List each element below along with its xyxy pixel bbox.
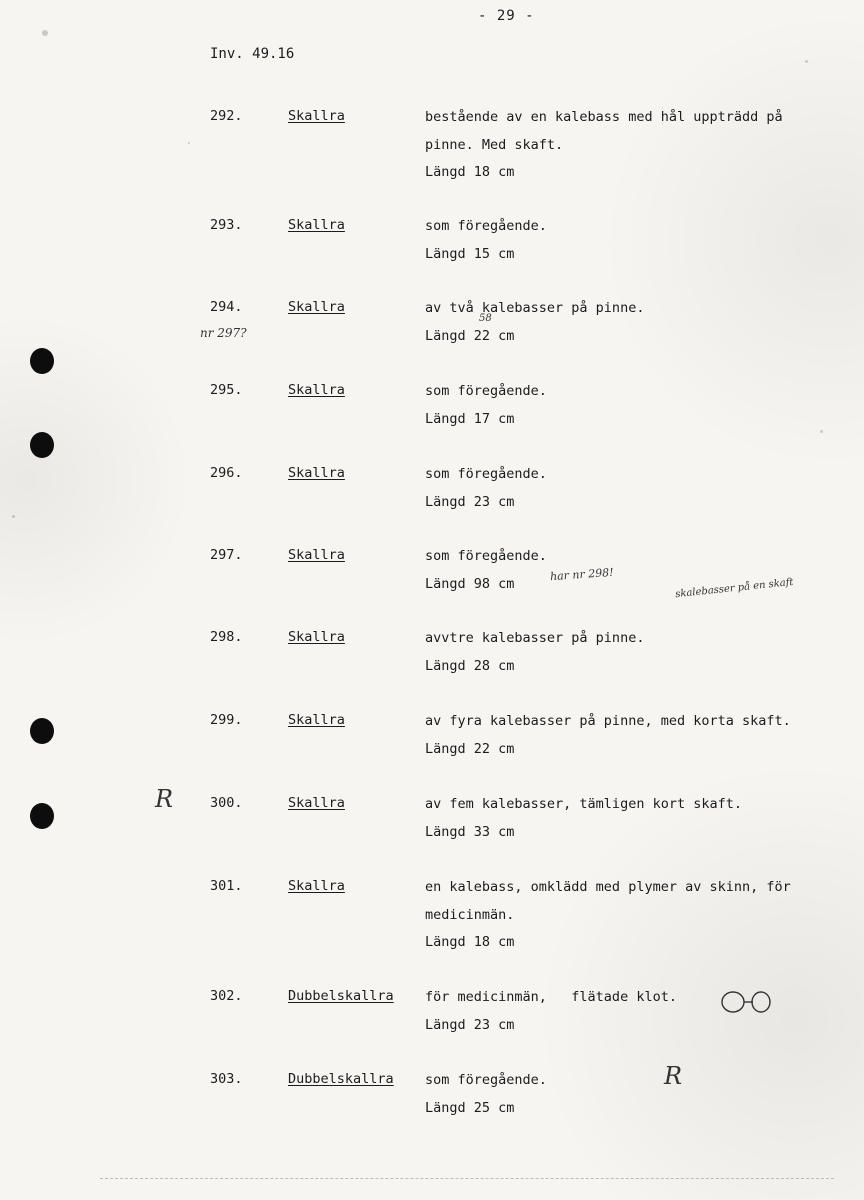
punch-hole: [30, 348, 54, 374]
entry-description: [425, 547, 835, 602]
punch-hole: [30, 432, 54, 458]
entry-name: Skallra: [288, 465, 345, 481]
description-line: Längd 22 cm: [425, 327, 515, 344]
handwritten-margin-note: nr 297?: [200, 326, 247, 340]
paper-speck: [12, 515, 15, 518]
entry-number: 298.: [210, 629, 243, 645]
description-line: som föregående.: [425, 383, 547, 399]
description-line: Längd 25 cm: [425, 1099, 515, 1116]
page-bottom-edge: [100, 1178, 834, 1179]
handwritten-initial: R: [155, 785, 174, 813]
entry-name: Skallra: [288, 217, 345, 233]
description-line: Längd 23 cm: [425, 1016, 515, 1033]
page-number: - 29 -: [478, 8, 535, 24]
entry-name: Skallra: [288, 878, 345, 894]
description-line: som föregående.: [425, 548, 547, 564]
entry-name: Dubbelskallra: [288, 988, 394, 1004]
description-line: Längd 23 cm: [425, 493, 515, 510]
entry-number: 301.: [210, 878, 243, 894]
description-line: bestående av en kalebass med hål uppträdd på: [425, 109, 783, 125]
entry-number: 292.: [210, 108, 243, 124]
entry-description: [425, 1071, 835, 1126]
entry-description: [425, 629, 835, 684]
entry-name: Skallra: [288, 382, 345, 398]
entry-name: Skallra: [288, 108, 345, 124]
description-line: som föregående.: [425, 466, 547, 482]
description-line: som föregående.: [425, 1072, 547, 1088]
entry-description: [425, 712, 835, 767]
description-line: av fyra kalebasser på pinne, med korta skaft.: [425, 713, 791, 729]
entry-number: 299.: [210, 712, 243, 728]
entry-name: Skallra: [288, 299, 345, 315]
entry-name: Skallra: [288, 547, 345, 563]
paper-speck: [42, 30, 48, 36]
description-line: Längd 98 cm: [425, 575, 515, 592]
description-line: Längd 18 cm: [425, 934, 515, 950]
entry-number: 300.: [210, 795, 243, 811]
description-line: Längd 28 cm: [425, 657, 515, 674]
entry-number: 294.: [210, 299, 243, 315]
entry-description: [425, 382, 835, 437]
entry-name: Skallra: [288, 795, 345, 811]
entry-description: [425, 878, 835, 961]
entry-description: [425, 108, 835, 191]
description-line: Längd 18 cm: [425, 164, 515, 180]
description-line: medicinmän.: [425, 906, 515, 923]
paper-speck: [188, 142, 190, 144]
entry-description: [425, 299, 835, 354]
description-line: för medicinmän, flätade klot.: [425, 989, 677, 1005]
entry-number: 297.: [210, 547, 243, 563]
description-line: en kalebass, omklädd med plymer av skinn, för: [425, 879, 791, 895]
paper-speck: [805, 60, 808, 63]
handwritten-note: har nr 298!: [549, 565, 615, 584]
entry-number: 296.: [210, 465, 243, 481]
description-line: avvtre kalebasser på pinne.: [425, 630, 645, 646]
description-line: Längd 22 cm: [425, 740, 515, 757]
description-line: pinne. Med skaft.: [425, 136, 564, 153]
entry-name: Skallra: [288, 629, 345, 645]
entry-number: 303.: [210, 1071, 243, 1087]
handwritten-note: skalebasser på en skaft: [674, 576, 794, 601]
description-line: av fem kalebasser, tämligen kort skaft.: [425, 796, 742, 812]
description-line: Längd 33 cm: [425, 823, 515, 840]
entry-name: Skallra: [288, 712, 345, 728]
handwritten-correction: 58: [479, 313, 492, 324]
double-rattle-sketch-icon: [718, 988, 774, 1016]
entry-description: [425, 795, 835, 850]
entry-description: [425, 465, 835, 520]
description-line: av två kalebasser på pinne.: [425, 300, 645, 316]
entry-description: [425, 217, 835, 272]
description-line: Längd 17 cm: [425, 410, 515, 427]
punch-hole: [30, 718, 54, 744]
punch-hole: [30, 803, 54, 829]
entry-number: 293.: [210, 217, 243, 233]
description-line: som föregående.: [425, 218, 547, 234]
description-line: Längd 15 cm: [425, 245, 515, 262]
handwritten-initial: R: [664, 1062, 683, 1090]
entry-name: Dubbelskallra: [288, 1071, 394, 1087]
inventory-number: Inv. 49.16: [210, 46, 295, 62]
entry-number: 295.: [210, 382, 243, 398]
entry-number: 302.: [210, 988, 243, 1004]
